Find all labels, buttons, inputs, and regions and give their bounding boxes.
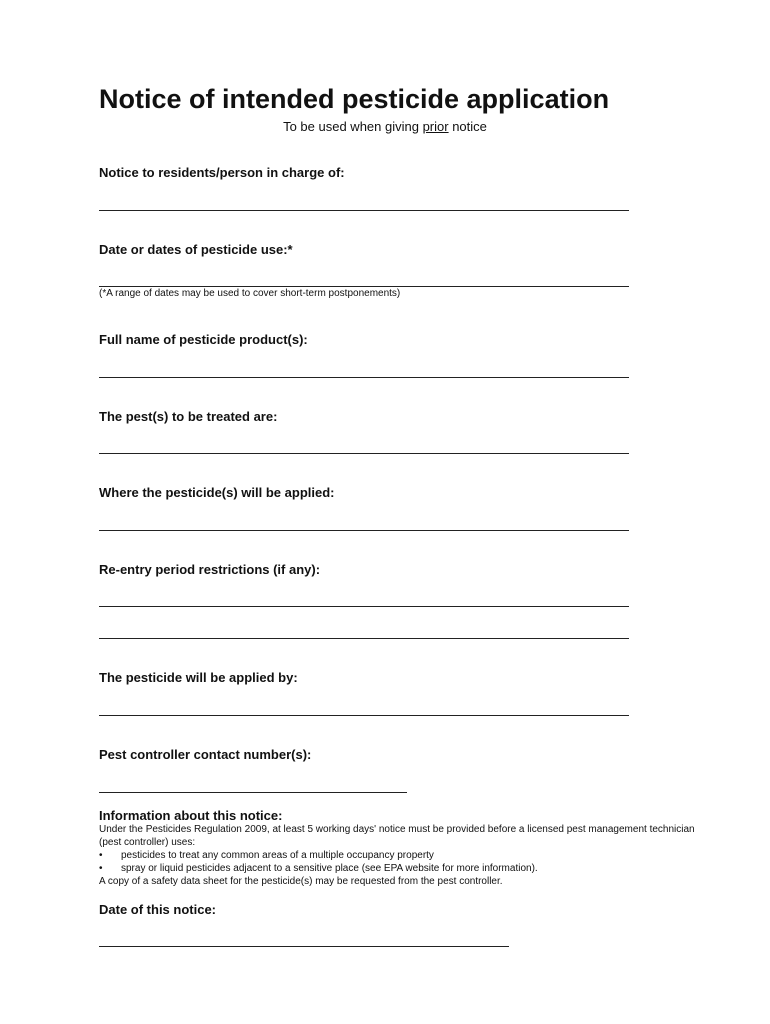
info-closing: A copy of a safety data sheet for the pesticide(s) may be requested from the pest controller.: [99, 876, 503, 887]
pests-field[interactable]: [99, 453, 629, 454]
residents-label: Notice to residents/person in charge of:: [99, 165, 345, 180]
subtitle-pre: To be used when giving: [283, 119, 423, 134]
where-label: Where the pesticide(s) will be applied:: [99, 485, 335, 500]
dates-label: Date or dates of pesticide use:*: [99, 242, 293, 257]
applied-by-field[interactable]: [99, 715, 629, 716]
bullet-icon: •: [99, 863, 103, 874]
subtitle: [0, 119, 770, 134]
applied-by-label: The pesticide will be applied by:: [99, 670, 298, 685]
pests-label: The pest(s) to be treated are:: [99, 409, 278, 424]
dates-field[interactable]: [99, 286, 629, 287]
product-label: Full name of pesticide product(s):: [99, 332, 308, 347]
info-bullet-item: [99, 849, 699, 862]
product-field[interactable]: [99, 377, 629, 378]
page-title: Notice of intended pesticide application: [99, 84, 610, 114]
info-intro: Under the Pesticides Regulation 2009, at least 5 working days' notice must be provided before a licensed pest management technician (pest controller) uses:: [99, 824, 695, 848]
contact-label: Pest controller contact number(s):: [99, 747, 312, 762]
info-bullet-text: pesticides to treat any common areas of a multiple occupancy property: [121, 850, 434, 861]
info-bullet-list: [99, 849, 699, 875]
notice-date-field[interactable]: [99, 946, 509, 947]
info-body: [99, 823, 699, 888]
info-bullet-item: [99, 862, 699, 875]
subtitle-post: notice: [448, 119, 487, 134]
info-heading: Information about this notice:: [99, 808, 283, 823]
contact-field[interactable]: [99, 792, 407, 793]
where-field[interactable]: [99, 530, 629, 531]
reentry-field-2[interactable]: [99, 638, 629, 639]
info-bullet-text: spray or liquid pesticides adjacent to a sensitive place (see EPA website for more information).: [121, 863, 538, 874]
bullet-icon: •: [99, 850, 103, 861]
dates-note: (*A range of dates may be used to cover short-term postponements): [99, 288, 401, 299]
notice-date-label: Date of this notice:: [99, 902, 217, 917]
subtitle-underlined: prior: [422, 119, 449, 134]
residents-field[interactable]: [99, 210, 629, 211]
reentry-label: Re-entry period restrictions (if any):: [99, 562, 321, 577]
reentry-field-1[interactable]: [99, 606, 629, 607]
